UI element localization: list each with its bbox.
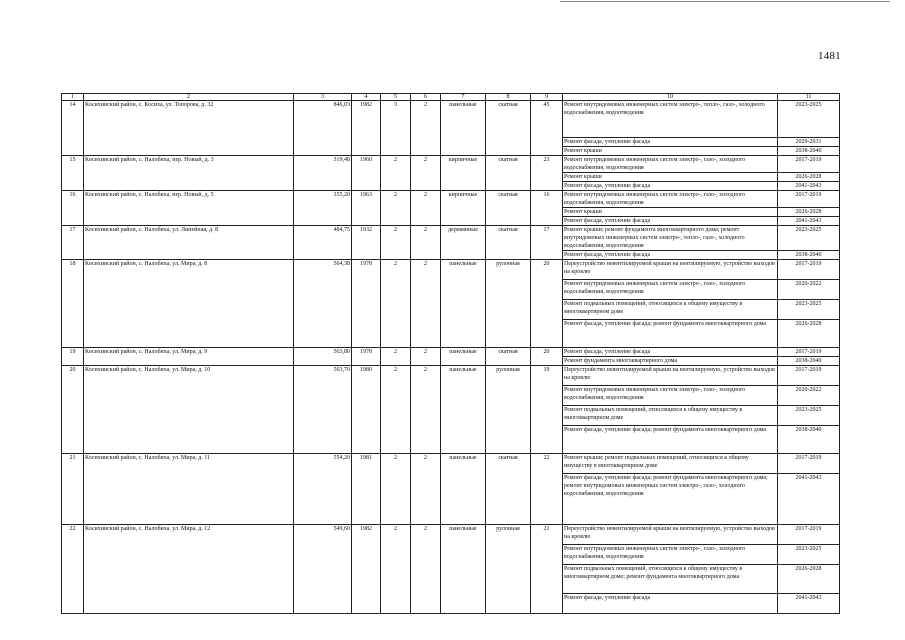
work-type-cell: Ремонт подвальных помещений, относящихся к общему имуществу в многоквартирном доме; ремонт фундамента многоквартирного дома bbox=[563, 565, 778, 594]
roof-type-cell: скатная bbox=[486, 101, 531, 156]
floors-cell: 2 bbox=[381, 191, 411, 226]
address-cell: Косихинский район, с. Налобиха, ул. Мира, д. 11 bbox=[84, 454, 294, 525]
table-row bbox=[62, 101, 840, 138]
work-type-cell: Ремонт подвальных помещений, относящихся к общему имуществу в многоквартирном доме bbox=[563, 300, 778, 320]
residents-cell: 16 bbox=[531, 191, 563, 226]
entrances-cell: 2 bbox=[411, 366, 441, 454]
roof-type-cell: рулонная bbox=[486, 525, 531, 614]
work-type-cell: Ремонт внутридомовых инженерных систем электро-, газо-, холодного водоснабжения, водоотведения bbox=[563, 156, 778, 173]
address-cell: Косихинский район, с. Налобиха, пер. Новый, д. 5 bbox=[84, 191, 294, 226]
period-cell: 2017-2019 bbox=[778, 366, 840, 386]
row-number: 22 bbox=[62, 525, 84, 614]
year-cell: 1960 bbox=[352, 156, 381, 191]
address-cell: Косихинский район, с. Налобиха, пер. Новый, д. 3 bbox=[84, 156, 294, 191]
residents-cell: 19 bbox=[531, 366, 563, 454]
address-cell: Косихинский район, с. Налобиха, ул. Мира, д. 8 bbox=[84, 260, 294, 348]
residents-cell: 45 bbox=[531, 101, 563, 156]
work-type-cell: Ремонт внутридомовых инженерных систем электро-, газо-, холодного водоснабжения, водоотведения bbox=[563, 280, 778, 300]
floors-cell: 2 bbox=[381, 525, 411, 614]
period-cell: 2041-2043 bbox=[778, 217, 840, 226]
table-row bbox=[62, 348, 840, 357]
entrances-cell: 2 bbox=[411, 101, 441, 156]
year-cell: 1963 bbox=[352, 191, 381, 226]
entrances-cell: 2 bbox=[411, 348, 441, 366]
period-cell: 2017-2019 bbox=[778, 156, 840, 173]
row-number: 18 bbox=[62, 260, 84, 348]
wall-material-cell: панельные bbox=[441, 366, 486, 454]
work-type-cell: Ремонт крыши; ремонт подвальных помещений, относящихся к общему имуществу в многоквартирном доме bbox=[563, 454, 778, 474]
floors-cell: 2 bbox=[381, 366, 411, 454]
year-cell: 1982 bbox=[352, 525, 381, 614]
period-cell: 2017-2019 bbox=[778, 260, 840, 280]
area-cell: 554,20 bbox=[294, 454, 352, 525]
residents-cell: 20 bbox=[531, 348, 563, 366]
period-cell: 2017-2019 bbox=[778, 348, 840, 357]
area-cell: 355,20 bbox=[294, 191, 352, 226]
floors-cell: 3 bbox=[381, 101, 411, 156]
year-cell: 1980 bbox=[352, 366, 381, 454]
floors-cell: 2 bbox=[381, 156, 411, 191]
table-row bbox=[62, 191, 840, 208]
work-type-cell: Ремонт подвальных помещений, относящихся к общему имуществу в многоквартирном доме bbox=[563, 406, 778, 426]
address-cell: Косихинский район, с. Косиха, ул. Топорова, д. 32 bbox=[84, 101, 294, 156]
period-cell: 2041-2043 bbox=[778, 474, 840, 525]
work-type-cell: Ремонт внутридомовых инженерных систем электро-, тепло-, газо-, холодного водоснабжения, водоотведения bbox=[563, 101, 778, 138]
work-type-cell: Ремонт крыши bbox=[563, 173, 778, 182]
period-cell: 2017-2019 bbox=[778, 454, 840, 474]
work-type-cell: Ремонт крыши bbox=[563, 208, 778, 217]
work-type-cell: Переустройство невентилируемой крыши на вентилируемую, устройство выходов на кровлю bbox=[563, 366, 778, 386]
wall-material-cell: панельные bbox=[441, 101, 486, 156]
period-cell: 2038-2040 bbox=[778, 426, 840, 454]
work-type-cell: Ремонт фундамента многоквартирного дома bbox=[563, 357, 778, 366]
row-number: 20 bbox=[62, 366, 84, 454]
column-number-header: 2 bbox=[84, 94, 294, 101]
address-cell: Косихинский район, с. Налобиха, ул. Мира, д. 12 bbox=[84, 525, 294, 614]
page-number: 1481 bbox=[818, 50, 841, 62]
wall-material-cell: панельные bbox=[441, 260, 486, 348]
entrances-cell: 2 bbox=[411, 191, 441, 226]
period-cell: 2017-2019 bbox=[778, 525, 840, 545]
address-cell: Косихинский район, с. Налобиха, ул. Линейная, д. 8 bbox=[84, 226, 294, 260]
row-number: 21 bbox=[62, 454, 84, 525]
column-number-header: 3 bbox=[294, 94, 352, 101]
floors-cell: 2 bbox=[381, 260, 411, 348]
table-row bbox=[62, 525, 840, 545]
floors-cell: 2 bbox=[381, 348, 411, 366]
area-cell: 319,48 bbox=[294, 156, 352, 191]
table-row bbox=[62, 454, 840, 474]
period-cell: 2026-2028 bbox=[778, 173, 840, 182]
work-type-cell: Ремонт крыши bbox=[563, 147, 778, 156]
period-cell: 2026-2028 bbox=[778, 565, 840, 594]
period-cell: 2017-2019 bbox=[778, 191, 840, 208]
row-number: 14 bbox=[62, 101, 84, 156]
wall-material-cell: деревянные bbox=[441, 226, 486, 260]
roof-type-cell: рулонная bbox=[486, 260, 531, 348]
work-type-cell: Ремонт фасада, утепление фасада bbox=[563, 138, 778, 147]
year-cell: 1981 bbox=[352, 454, 381, 525]
work-type-cell: Ремонт фасада, утепление фасада bbox=[563, 182, 778, 191]
roof-type-cell: скатная bbox=[486, 454, 531, 525]
row-number: 16 bbox=[62, 191, 84, 226]
period-cell: 2026-2028 bbox=[778, 320, 840, 348]
work-type-cell: Ремонт внутридомовых инженерных систем электро-, газо-, холодного водоснабжения, водоотведения bbox=[563, 191, 778, 208]
work-type-cell: Ремонт крыши; ремонт фундамента многоквартирного дома; ремонт внутридомовых инженерных систем электро-, тепло-, газо-, холодного водоснабжения, водоотведения bbox=[563, 226, 778, 251]
residents-cell: 23 bbox=[531, 156, 563, 191]
entrances-cell: 2 bbox=[411, 454, 441, 525]
work-type-cell: Переустройство невентилируемой крыши на вентилируемую, устройство выходов на кровлю bbox=[563, 525, 778, 545]
table-row bbox=[62, 366, 840, 386]
work-type-cell: Ремонт фасада, утепление фасада bbox=[563, 217, 778, 226]
period-cell: 2038-2040 bbox=[778, 147, 840, 156]
column-number-header: 5 bbox=[381, 94, 411, 101]
year-cell: 1982 bbox=[352, 101, 381, 156]
entrances-cell: 2 bbox=[411, 260, 441, 348]
wall-material-cell: кирпичные bbox=[441, 156, 486, 191]
residents-cell: 21 bbox=[531, 525, 563, 614]
residents-cell: 22 bbox=[531, 454, 563, 525]
work-type-cell: Ремонт фасада, утепление фасада; ремонт фундамента многоквартирного дома bbox=[563, 426, 778, 454]
period-cell: 2023-2025 bbox=[778, 406, 840, 426]
roof-type-cell: скатная bbox=[486, 348, 531, 366]
table-row bbox=[62, 156, 840, 173]
work-type-cell: Переустройство невентилируемой крыши на вентилируемую, устройство выходов на кровлю bbox=[563, 260, 778, 280]
column-number-header: 7 bbox=[441, 94, 486, 101]
row-number: 15 bbox=[62, 156, 84, 191]
work-type-cell: Ремонт фасада, утепление фасада bbox=[563, 251, 778, 260]
column-number-header: 11 bbox=[778, 94, 840, 101]
wall-material-cell: панельные bbox=[441, 525, 486, 614]
roof-type-cell: скатная bbox=[486, 226, 531, 260]
entrances-cell: 2 bbox=[411, 525, 441, 614]
floors-cell: 2 bbox=[381, 454, 411, 525]
column-number-header: 8 bbox=[486, 94, 531, 101]
period-cell: 2038-2040 bbox=[778, 251, 840, 260]
column-number-header: 1 bbox=[62, 94, 84, 101]
work-type-cell: Ремонт фасада, утепление фасада bbox=[563, 594, 778, 614]
area-cell: 549,60 bbox=[294, 525, 352, 614]
table-row bbox=[62, 226, 840, 251]
period-cell: 2023-2025 bbox=[778, 226, 840, 251]
residents-cell: 20 bbox=[531, 260, 563, 348]
period-cell: 2023-2025 bbox=[778, 545, 840, 565]
header-row bbox=[62, 94, 840, 101]
roof-type-cell: скатная bbox=[486, 156, 531, 191]
wall-material-cell: панельные bbox=[441, 348, 486, 366]
row-number: 17 bbox=[62, 226, 84, 260]
area-cell: 563,70 bbox=[294, 366, 352, 454]
period-cell: 2041-2043 bbox=[778, 182, 840, 191]
floors-cell: 2 bbox=[381, 226, 411, 260]
area-cell: 564,38 bbox=[294, 260, 352, 348]
area-cell: 563,80 bbox=[294, 348, 352, 366]
entrances-cell: 2 bbox=[411, 156, 441, 191]
work-type-cell: Ремонт внутридомовых инженерных систем электро-, газо-, холодного водоснабжения, водоотведения bbox=[563, 386, 778, 406]
residents-cell: 17 bbox=[531, 226, 563, 260]
table-body bbox=[62, 94, 840, 614]
work-type-cell: Ремонт фасада, утепление фасада; ремонт фундамента многоквартирного дома; ремонт внутридомовых инженерных систем электро-, газо-, холодного водоснабжения, водоотведения bbox=[563, 474, 778, 525]
work-type-cell: Ремонт фасада, утепление фасада; ремонт фундамента многоквартирного дома bbox=[563, 320, 778, 348]
area-cell: 484,75 bbox=[294, 226, 352, 260]
period-cell: 2038-2040 bbox=[778, 357, 840, 366]
work-type-cell: Ремонт внутридомовых инженерных систем электро-, газо-, холодного водоснабжения, водоотведения bbox=[563, 545, 778, 565]
column-number-header: 10 bbox=[563, 94, 778, 101]
year-cell: 1978 bbox=[352, 348, 381, 366]
roof-type-cell: скатная bbox=[486, 191, 531, 226]
period-cell: 2029-2031 bbox=[778, 138, 840, 147]
wall-material-cell: кирпичные bbox=[441, 191, 486, 226]
column-number-header: 4 bbox=[352, 94, 381, 101]
area-cell: 846,03 bbox=[294, 101, 352, 156]
work-type-cell: Ремонт фасада, утепление фасада bbox=[563, 348, 778, 357]
period-cell: 2041-2043 bbox=[778, 594, 840, 614]
wall-material-cell: панельные bbox=[441, 454, 486, 525]
roof-type-cell: рулонная bbox=[486, 366, 531, 454]
year-cell: 1978 bbox=[352, 260, 381, 348]
repair-schedule-table bbox=[61, 93, 840, 614]
period-cell: 2023-2025 bbox=[778, 300, 840, 320]
column-number-header: 6 bbox=[411, 94, 441, 101]
address-cell: Косихинский район, с. Налобиха, ул. Мира, д. 10 bbox=[84, 366, 294, 454]
period-cell: 2020-2022 bbox=[778, 386, 840, 406]
entrances-cell: 2 bbox=[411, 226, 441, 260]
table-row bbox=[62, 260, 840, 280]
period-cell: 2026-2028 bbox=[778, 208, 840, 217]
period-cell: 2023-2025 bbox=[778, 101, 840, 138]
column-number-header: 9 bbox=[531, 94, 563, 101]
address-cell: Косихинский район, с. Налобиха, ул. Мира, д. 9 bbox=[84, 348, 294, 366]
row-number: 19 bbox=[62, 348, 84, 366]
top-edge-line bbox=[560, 1, 890, 2]
period-cell: 2020-2022 bbox=[778, 280, 840, 300]
year-cell: 1932 bbox=[352, 226, 381, 260]
